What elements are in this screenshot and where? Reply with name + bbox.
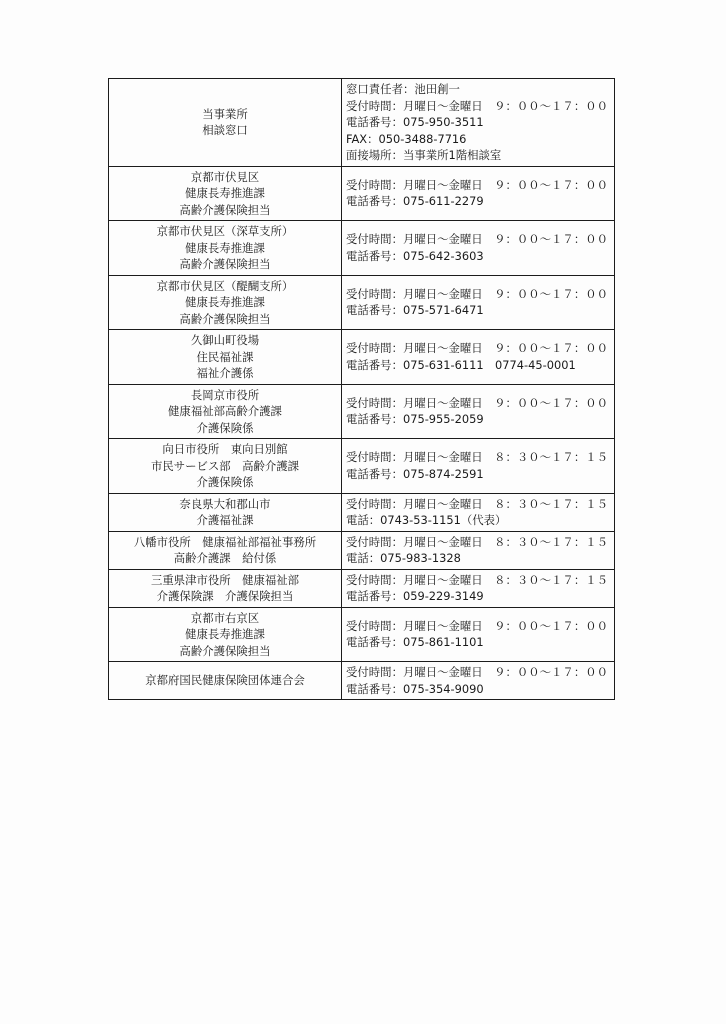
contact-info-line: 電話：0743-53-1151（代表） — [346, 513, 507, 527]
contact-info-line: 電話番号：075-874-2591 — [346, 466, 484, 481]
office-name-line: 健康福祉部高齢介護課 — [168, 404, 282, 418]
office-name-line: 高齢介護保険担当 — [179, 202, 271, 217]
contact-info-line: 電話番号：059-229-3149 — [346, 589, 484, 603]
table-row — [109, 79, 615, 167]
contact-info-line: 受付時間：月曜日～金曜日 ９：００～１７：００ — [346, 98, 608, 113]
contact-info-cell — [342, 569, 615, 607]
office-name-line: 介護福祉課 — [196, 513, 254, 527]
table-row — [109, 221, 615, 276]
office-name-cell — [109, 79, 342, 167]
office-name-line: 三重県津市役所 健康福祉部 — [150, 572, 300, 587]
contact-info-line: 面接場所：当事業所1階相談室 — [346, 148, 502, 162]
office-name-line: 向日市役所 東向日別館 — [162, 442, 288, 456]
table-row — [109, 662, 615, 700]
table-row — [109, 384, 615, 439]
contact-info-line: 電話番号：075-955-2059 — [346, 412, 484, 427]
contact-info-line: 受付時間：月曜日～金曜日 ９：００～１７：００ — [346, 618, 608, 633]
office-name-cell — [109, 493, 342, 531]
office-name-cell — [109, 275, 342, 330]
contact-info-cell — [342, 221, 615, 276]
contact-info-line: 受付時間：月曜日～金曜日 ９：００～１７：００ — [346, 665, 608, 679]
office-name-line: 住民福祉課 — [196, 349, 254, 364]
office-name-line: 高齢介護保険担当 — [179, 257, 271, 271]
office-name-line: 相談窓口 — [202, 123, 248, 138]
office-name-cell — [109, 221, 342, 276]
contact-info-line: 受付時間：月曜日～金曜日 ９：００～１７：００ — [346, 286, 608, 301]
contact-info-line: 受付時間：月曜日～金曜日 ９：００～１７：００ — [346, 341, 608, 356]
office-name-line: 健康長寿推進課 — [185, 295, 265, 309]
table-row — [109, 493, 615, 531]
office-name-line: 介護保険係 — [196, 420, 254, 435]
contact-info-line: 電話番号：075-571-6471 — [346, 303, 484, 318]
office-name-line: 京都市伏見区（深草支所） — [156, 224, 294, 238]
office-name-line: 京都府国民健康保険団体連合会 — [145, 673, 305, 688]
contact-info-cell — [342, 330, 615, 385]
contact-info-cell — [342, 439, 615, 494]
contact-info-line: 電話番号：075-950-3511 — [346, 115, 484, 129]
table-row — [109, 166, 615, 221]
contact-info-line: 受付時間：月曜日～金曜日 ８：３０～１７：１５ — [346, 572, 608, 587]
contact-info-line: 受付時間：月曜日～金曜日 ９：００～１７：００ — [346, 395, 608, 410]
table-row — [109, 439, 615, 494]
contact-info-cell — [342, 79, 615, 167]
contact-info-cell — [342, 607, 615, 662]
contact-info-line: 電話番号：075-354-9090 — [346, 681, 484, 696]
office-name-line: 京都市右京区 — [190, 610, 260, 625]
office-name-cell — [109, 569, 342, 607]
table-row — [109, 275, 615, 330]
office-name-line: 福祉介護係 — [196, 366, 254, 380]
table-row — [109, 330, 615, 385]
contact-info-cell — [342, 166, 615, 221]
contact-info-line: 受付時間：月曜日～金曜日 ８：３０～１７：１５ — [346, 534, 608, 549]
office-name-cell — [109, 607, 342, 662]
office-name-cell — [109, 166, 342, 221]
office-name-line: 高齢介護課 給付係 — [173, 551, 277, 565]
office-name-line: 八幡市役所 健康福祉部福祉事務所 — [133, 534, 317, 549]
contact-info-line: 受付時間：月曜日～金曜日 ８：３０～１７：１５ — [346, 496, 608, 511]
office-name-line: 健康長寿推進課 — [185, 627, 265, 641]
contact-info-line: 電話番号：075-642-3603 — [346, 248, 484, 263]
office-name-line: 京都市伏見区 — [190, 169, 260, 184]
office-name-line: 健康長寿推進課 — [185, 240, 265, 255]
contact-table-body — [109, 79, 615, 700]
office-name-cell — [109, 384, 342, 439]
office-name-cell — [109, 531, 342, 569]
office-name-cell — [109, 439, 342, 494]
contact-info-cell — [342, 493, 615, 531]
office-name-line: 高齢介護保険担当 — [179, 643, 271, 658]
contact-info-line: 電話：075-983-1328 — [346, 551, 461, 565]
contact-info-line: 窓口責任者：池田創一 — [346, 82, 460, 96]
office-name-line: 市民サービス部 高齢介護課 — [150, 458, 300, 473]
office-name-line: 京都市伏見区（醍醐支所） — [156, 278, 294, 293]
office-name-line: 奈良県大和郡山市 — [179, 496, 271, 511]
contact-info-line: 受付時間：月曜日～金曜日 ９：００～１７：００ — [346, 232, 608, 247]
office-name-line: 当事業所 — [202, 106, 248, 121]
contact-info-line: 電話番号：075-611-2279 — [346, 194, 484, 209]
office-name-cell — [109, 330, 342, 385]
contact-table — [108, 78, 615, 700]
contact-info-cell — [342, 531, 615, 569]
table-row — [109, 531, 615, 569]
table-row — [109, 607, 615, 662]
office-name-line: 健康長寿推進課 — [185, 186, 265, 200]
contact-info-line: FAX：050-3488-7716 — [346, 131, 467, 146]
office-name-cell — [109, 662, 342, 700]
office-name-line: 介護保険課 介護保険担当 — [156, 589, 294, 603]
contact-info-line: 電話番号：075-631-6111 0774-45-0001 — [346, 357, 576, 372]
contact-info-cell — [342, 384, 615, 439]
contact-info-line: 受付時間：月曜日～金曜日 ８：３０～１７：１５ — [346, 450, 608, 465]
office-name-line: 高齢介護保険担当 — [179, 311, 271, 326]
contact-info-line: 受付時間：月曜日～金曜日 ９：００～１７：００ — [346, 177, 608, 192]
table-row — [109, 569, 615, 607]
contact-info-line: 電話番号：075-861-1101 — [346, 635, 484, 650]
office-name-line: 長岡京市役所 — [190, 387, 260, 402]
contact-info-cell — [342, 662, 615, 700]
office-name-line: 久御山町役場 — [190, 333, 260, 347]
office-name-line: 介護保険係 — [196, 475, 254, 489]
contact-info-cell — [342, 275, 615, 330]
